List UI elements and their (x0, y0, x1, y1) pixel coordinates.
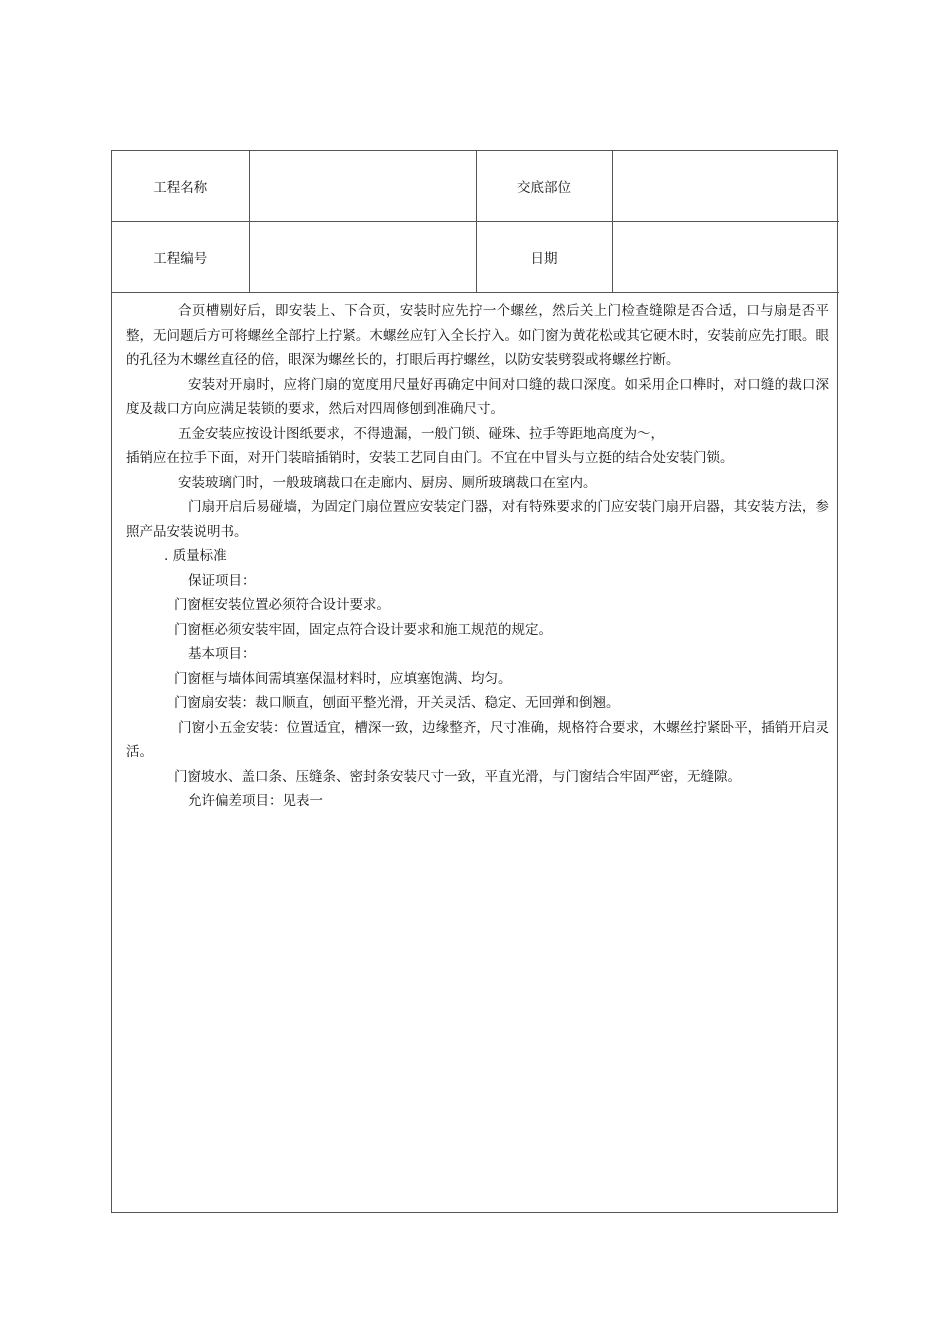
heading-tolerance-items: 允许偏差项目：见表一 (188, 793, 323, 809)
header-row-1 (112, 151, 839, 222)
basic-item-small-hardware: 门窗小五金安装：位置适宜，槽深一致，边缘整齐，尺寸准确，规格符合要求，木螺丝拧紧卧平，插销开启灵活。 (126, 719, 829, 760)
paragraph-hardware: 五金安装应按设计图纸要求，不得遗漏，一般门锁、碰珠、拉手等距地高度为～， (178, 425, 664, 442)
header-table (112, 151, 839, 293)
date-field[interactable] (612, 222, 839, 293)
handover-part-label: 交底部位 (476, 151, 612, 222)
handover-sheet (111, 150, 838, 1213)
handover-content (112, 293, 837, 814)
paragraph-hinge-install: 合页槽剔好后，即安装上、下合页，安装时应先拧一个螺丝，然后关上门检查缝隙是否合适，口与扇是否平整，无问题后方可将螺丝全部拧上拧紧。木螺丝应钉入全长拧入。如门窗为黄花松或其它硬木时，安装前应先打眼。眼的孔径为木螺丝直径的倍，眼深为螺丝长的，打眼后再拧螺丝，以防安装劈裂或将螺丝拧断。 (126, 303, 829, 368)
header-row-2 (112, 222, 839, 293)
paragraph-door-stopper: 门扇开启后易碰墙，为固定门扇位置应安装定门器，对有特殊要求的门应安装门扇开启器，其安装方法，参照产品安装说明书。 (126, 499, 829, 540)
paragraph-bolt: 插销应在拉手下面，对开门装暗插销时，安装工艺同自由门。不宜在中冒头与立挺的结合处安装门锁。 (126, 450, 734, 466)
heading-basic-items: 基本项目： (188, 646, 256, 662)
paragraph-double-door: 安装对开扇时，应将门扇的宽度用尺量好再确定中间对口缝的裁口深度。如采用企口榫时，对口缝的裁口深度及裁口方向应满足装锁的要求，然后对四周修刨到准确尺寸。 (126, 376, 829, 417)
basic-item-insulation: 门窗框与墙体间需填塞保温材料时，应填塞饱满、均匀。 (174, 670, 512, 687)
project-name-label: 工程名称 (112, 151, 249, 222)
guarantee-item-fixing: 门窗框必须安装牢固，固定点符合设计要求和施工规范的规定。 (174, 621, 552, 638)
date-label: 日期 (476, 222, 612, 293)
basic-item-sash: 门窗扇安装：裁口顺直，刨面平整光滑，开关灵活、稳定、无回弹和倒翘。 (174, 695, 620, 711)
project-name-field[interactable] (249, 151, 476, 222)
project-no-label: 工程编号 (112, 222, 249, 293)
handover-part-field[interactable] (612, 151, 839, 222)
heading-quality-standard: . 质量标准 (164, 548, 227, 564)
project-no-field[interactable] (249, 222, 476, 293)
heading-guarantee-items: 保证项目： (188, 572, 256, 589)
guarantee-item-position: 门窗框安装位置必须符合设计要求。 (174, 597, 390, 613)
basic-item-strips: 门窗坡水、盖口条、压缝条、密封条安装尺寸一致，平直光滑，与门窗结合牢固严密，无缝隙。 (174, 768, 741, 785)
paragraph-glass-door: 安装玻璃门时，一般玻璃裁口在走廊内、厨房、厕所玻璃裁口在室内。 (178, 474, 597, 491)
